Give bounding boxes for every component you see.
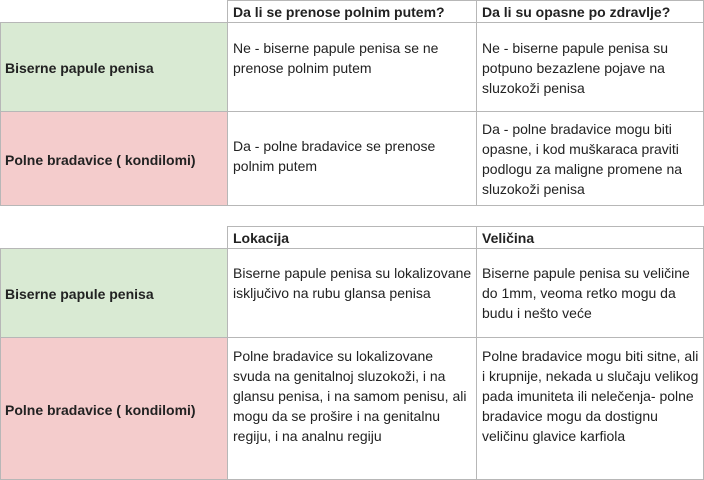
empty-corner-cell — [1, 227, 228, 249]
cell-bradavice-transmission: Da - polne bradavice se prenose polnim putem — [228, 112, 477, 206]
cell-papule-transmission: Ne - biserne papule penisa se ne prenose polnim putem — [228, 23, 477, 112]
header-location: Lokacija — [228, 227, 477, 249]
cell-papule-danger: Ne - biserne papule penisa su potpuno bezazlene pojave na sluzokoži penisa — [477, 23, 704, 112]
row-label-bradavice: Polne bradavice ( kondilomi) — [1, 338, 228, 480]
row-label-papule: Biserne papule penisa — [1, 249, 228, 338]
cell-bradavice-location: Polne bradavice su lokalizovane svuda na genitalnoj sluzokoži, i na glansu penisa, i na samom penisu, ali mogu da se proširе i na genitalnu regiju, i na analnu regiju — [228, 338, 477, 480]
row-label-papule: Biserne papule penisa — [1, 23, 228, 112]
cell-bradavice-size: Polne bradavice mogu biti sitne, ali i krupnije, nekada u slučaju velikog pada imuniteta ili nelečenja- polne bradavice mogu da dostignu veličinu glavice karfiola — [477, 338, 704, 480]
empty-corner-cell — [1, 1, 228, 23]
row-label-bradavice: Polne bradavice ( kondilomi) — [1, 112, 228, 206]
header-transmission: Da li se prenose polnim putem? — [228, 1, 477, 23]
comparison-table-transmission-danger — [0, 0, 704, 206]
cell-papule-location: Biserne papule penisa su lokalizovane isključivo na rubu glansa penisa — [228, 249, 477, 338]
cell-papule-size: Biserne papule penisa su veličine do 1mm, veoma retko mogu da budu i nešto veće — [477, 249, 704, 338]
header-size: Veličina — [477, 227, 704, 249]
header-danger: Da li su opasne po zdravlje? — [477, 1, 704, 23]
cell-bradavice-danger: Da - polne bradavice mogu biti opasne, i kod muškaraca praviti podlogu za maligne promene na sluzokoži penisa — [477, 112, 704, 206]
comparison-table-location-size — [0, 226, 704, 480]
